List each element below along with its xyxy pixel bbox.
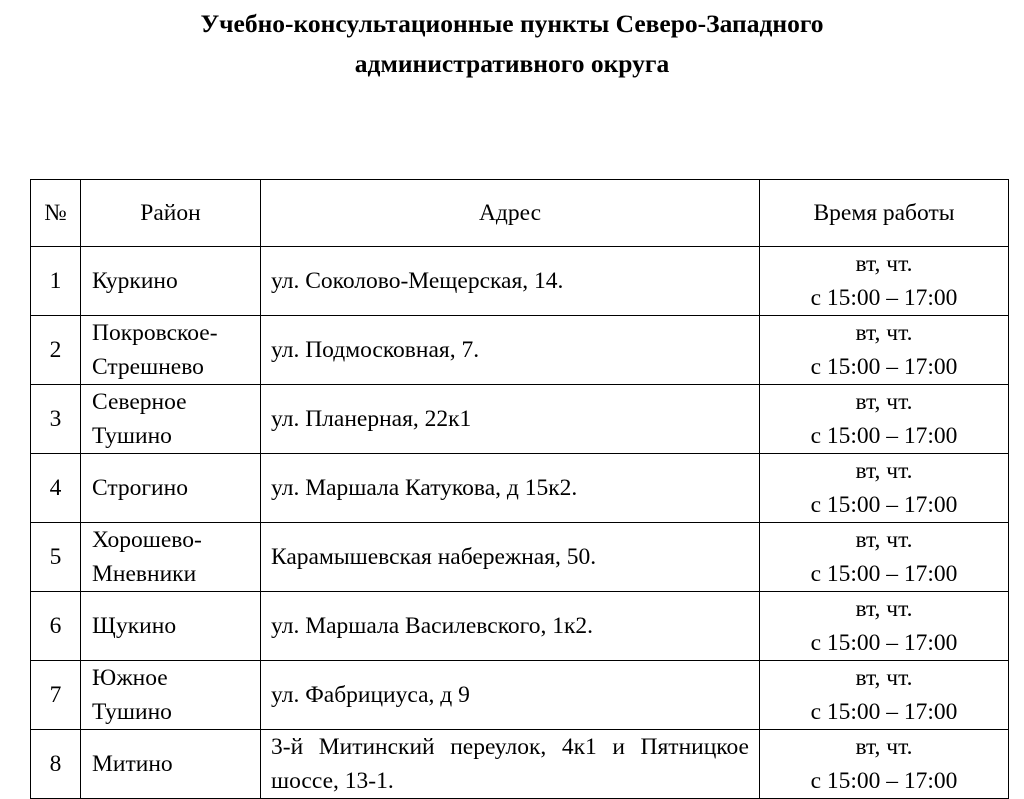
district-name-line: Тушино	[92, 423, 172, 449]
district-name-line: Тушино	[92, 699, 172, 725]
table-row	[31, 523, 1009, 592]
header-district: Район	[81, 180, 261, 247]
district-cell	[81, 523, 261, 592]
district-name-line: Митино	[92, 751, 173, 777]
hours-cell	[760, 385, 1009, 454]
district-cell	[81, 247, 261, 316]
working-days: вт, чт.	[855, 251, 913, 277]
district-cell	[81, 454, 261, 523]
working-time: с 15:00 – 17:00	[810, 354, 958, 380]
hours-cell	[760, 592, 1009, 661]
working-days: вт, чт.	[855, 458, 913, 484]
hours-cell	[760, 454, 1009, 523]
consultation-points-table	[30, 179, 1009, 799]
district-name-line: Щукино	[92, 613, 177, 639]
table-row	[31, 385, 1009, 454]
page-title	[0, 4, 1024, 84]
table-row	[31, 247, 1009, 316]
table-row	[31, 316, 1009, 385]
working-time: с 15:00 – 17:00	[810, 630, 958, 656]
working-days: вт, чт.	[855, 665, 913, 691]
district-name-line: Стрешнево	[92, 354, 204, 380]
address-cell: ул. Маршала Катукова, д 15к2.	[261, 454, 760, 523]
row-number: 4	[31, 454, 81, 523]
address-cell: ул. Фабрициуса, д 9	[261, 661, 760, 730]
working-time: с 15:00 – 17:00	[810, 699, 958, 725]
working-time: с 15:00 – 17:00	[810, 423, 958, 449]
address-cell: ул. Подмосковная, 7.	[261, 316, 760, 385]
table-row	[31, 661, 1009, 730]
district-cell	[81, 385, 261, 454]
table-row	[31, 592, 1009, 661]
district-name-line: Хорошево-	[92, 527, 202, 553]
table-row	[31, 454, 1009, 523]
row-number: 5	[31, 523, 81, 592]
row-number: 3	[31, 385, 81, 454]
row-number: 8	[31, 730, 81, 799]
hours-cell	[760, 523, 1009, 592]
district-name-line: Куркино	[92, 268, 178, 294]
hours-cell	[760, 730, 1009, 799]
row-number: 2	[31, 316, 81, 385]
page-title-line-2: административного округа	[354, 49, 670, 78]
working-time: с 15:00 – 17:00	[810, 768, 958, 794]
table-body	[31, 247, 1009, 799]
working-time: с 15:00 – 17:00	[810, 561, 958, 587]
working-days: вт, чт.	[855, 320, 913, 346]
district-cell	[81, 592, 261, 661]
row-number: 1	[31, 247, 81, 316]
district-cell	[81, 316, 261, 385]
district-name-line: Мневники	[92, 561, 197, 587]
address-cell: 3-й Митинский переулок, 4к1 и Пятницкое шоссе, 13-1.	[261, 730, 760, 799]
working-time: с 15:00 – 17:00	[810, 285, 958, 311]
hours-cell	[760, 661, 1009, 730]
working-days: вт, чт.	[855, 527, 913, 553]
working-days: вт, чт.	[855, 734, 913, 760]
hours-cell	[760, 247, 1009, 316]
header-number: №	[31, 180, 81, 247]
address-cell: ул. Планерная, 22к1	[261, 385, 760, 454]
address-cell: ул. Соколово-Мещерская, 14.	[261, 247, 760, 316]
district-name-line: Северное	[92, 389, 187, 415]
district-name-line: Южное	[92, 665, 168, 691]
address-cell: ул. Маршала Василевского, 1к2.	[261, 592, 760, 661]
table-header-row	[31, 180, 1009, 247]
table-row	[31, 730, 1009, 799]
header-hours: Время работы	[760, 180, 1009, 247]
working-days: вт, чт.	[855, 389, 913, 415]
district-name-line: Строгино	[92, 475, 188, 501]
address-cell: Карамышевская набережная, 50.	[261, 523, 760, 592]
working-days: вт, чт.	[855, 596, 913, 622]
page-title-line-1: Учебно-консультационные пункты Северо-Западного	[200, 9, 824, 38]
row-number: 7	[31, 661, 81, 730]
hours-cell	[760, 316, 1009, 385]
working-time: с 15:00 – 17:00	[810, 492, 958, 518]
district-cell	[81, 661, 261, 730]
district-name-line: Покровское-	[92, 320, 218, 346]
header-address: Адрес	[261, 180, 760, 247]
row-number: 6	[31, 592, 81, 661]
district-cell	[81, 730, 261, 799]
